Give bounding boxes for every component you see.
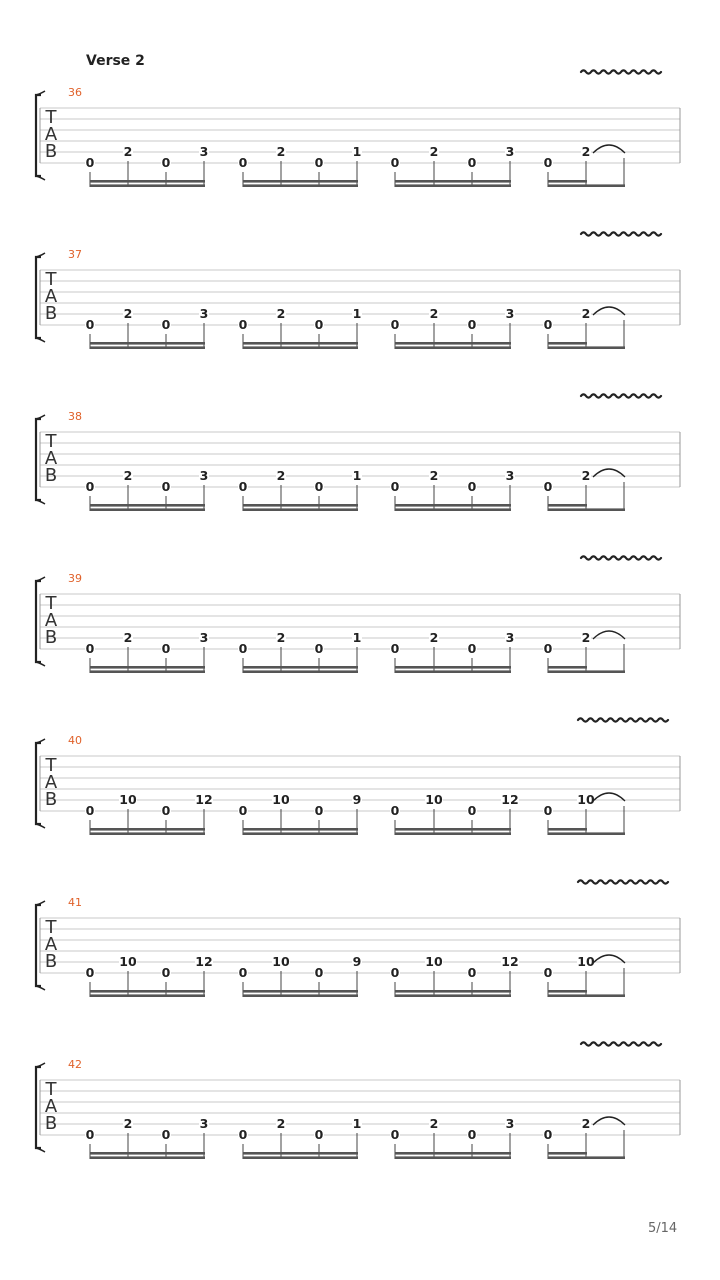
fret-number: 0 — [238, 1127, 248, 1142]
fret-number: 2 — [429, 468, 439, 483]
fret-number: 10 — [119, 792, 137, 807]
beam-primary — [395, 1152, 511, 1155]
fret-number: 0 — [85, 479, 95, 494]
tab-clef-letter: B — [44, 627, 58, 648]
beam-primary — [90, 990, 205, 993]
fret-number: 12 — [195, 954, 213, 969]
fret-number: 0 — [390, 155, 400, 170]
fret-number: 9 — [352, 792, 362, 807]
fret-number: 0 — [390, 803, 400, 818]
beam-primary — [548, 828, 587, 831]
tab-clef-letter: A — [44, 1096, 58, 1117]
tab-system — [36, 232, 680, 349]
measure-number: 40 — [68, 734, 82, 747]
beam-primary — [90, 666, 205, 669]
tab-clef-letter: B — [44, 465, 58, 486]
beam-secondary — [395, 832, 511, 835]
fret-number: 2 — [581, 468, 591, 483]
fret-number: 0 — [390, 641, 400, 656]
fret-number: 3 — [199, 1116, 209, 1131]
beam-secondary — [243, 184, 358, 187]
fret-number: 0 — [467, 965, 477, 980]
fret-number: 2 — [276, 306, 286, 321]
beam-secondary — [548, 508, 625, 511]
tab-clef-letter: T — [45, 431, 57, 452]
beam-primary — [90, 180, 205, 183]
fret-number: 0 — [467, 641, 477, 656]
fret-number: 2 — [276, 144, 286, 159]
fret-number: 2 — [429, 630, 439, 645]
fret-number: 2 — [581, 630, 591, 645]
fret-number: 0 — [467, 1127, 477, 1142]
fret-number: 0 — [238, 155, 248, 170]
fret-number: 0 — [85, 641, 95, 656]
fret-number: 3 — [505, 1116, 515, 1131]
fret-number: 0 — [314, 1127, 324, 1142]
tab-clef-letter: A — [44, 934, 58, 955]
beam-primary — [548, 1152, 587, 1155]
tab-system — [36, 880, 680, 997]
beam-primary — [243, 666, 358, 669]
vibrato-mark — [581, 232, 661, 235]
fret-number: 0 — [161, 155, 171, 170]
beam-primary — [395, 342, 511, 345]
tab-system — [36, 70, 680, 187]
beam-primary — [243, 1152, 358, 1155]
fret-number: 2 — [276, 1116, 286, 1131]
fret-number: 2 — [581, 1116, 591, 1131]
fret-number: 0 — [543, 155, 553, 170]
tab-clef-letter: T — [45, 1079, 57, 1100]
beam-secondary — [548, 670, 625, 673]
beam-secondary — [243, 508, 358, 511]
fret-number: 10 — [577, 954, 595, 969]
beam-primary — [243, 990, 358, 993]
fret-number: 0 — [238, 317, 248, 332]
beam-primary — [395, 504, 511, 507]
beam-secondary — [90, 670, 205, 673]
vibrato-mark — [581, 70, 661, 73]
fret-number: 0 — [543, 641, 553, 656]
beam-secondary — [548, 994, 625, 997]
fret-number: 0 — [85, 1127, 95, 1142]
beam-secondary — [90, 508, 205, 511]
beam-primary — [395, 990, 511, 993]
fret-number: 0 — [85, 155, 95, 170]
tab-clef-letter: T — [45, 593, 57, 614]
beam-primary — [548, 504, 587, 507]
beam-primary — [90, 1152, 205, 1155]
fret-number: 0 — [238, 641, 248, 656]
fret-number: 2 — [123, 306, 133, 321]
fret-number: 0 — [467, 317, 477, 332]
fret-number: 12 — [195, 792, 213, 807]
fret-number: 0 — [161, 479, 171, 494]
fret-number: 0 — [85, 317, 95, 332]
beam-primary — [243, 828, 358, 831]
fret-number: 0 — [543, 479, 553, 494]
fret-number: 0 — [161, 317, 171, 332]
tab-clef-letter: A — [44, 124, 58, 145]
fret-number: 10 — [425, 792, 443, 807]
fret-number: 0 — [314, 317, 324, 332]
beam-primary — [395, 666, 511, 669]
fret-number: 0 — [467, 479, 477, 494]
tab-clef-letter: B — [44, 303, 58, 324]
fret-number: 0 — [467, 803, 477, 818]
beam-primary — [395, 828, 511, 831]
fret-number: 2 — [581, 306, 591, 321]
beam-secondary — [548, 1156, 625, 1159]
beam-secondary — [243, 832, 358, 835]
fret-number: 2 — [581, 144, 591, 159]
fret-number: 3 — [505, 144, 515, 159]
beam-secondary — [548, 184, 625, 187]
fret-number: 0 — [238, 479, 248, 494]
fret-number: 2 — [123, 468, 133, 483]
fret-number: 2 — [276, 468, 286, 483]
fret-number: 1 — [352, 306, 362, 321]
tab-system — [36, 556, 680, 673]
fret-number: 0 — [238, 803, 248, 818]
beam-primary — [548, 666, 587, 669]
fret-number: 1 — [352, 144, 362, 159]
tab-clef-letter: B — [44, 789, 58, 810]
tab-clef-letter: B — [44, 951, 58, 972]
fret-number: 0 — [161, 1127, 171, 1142]
beam-secondary — [395, 994, 511, 997]
tab-clef-letter: T — [45, 107, 57, 128]
beam-primary — [243, 342, 358, 345]
tab-clef-letter: T — [45, 755, 57, 776]
beam-secondary — [243, 670, 358, 673]
beam-primary — [90, 828, 205, 831]
beam-secondary — [395, 1156, 511, 1159]
fret-number: 0 — [161, 803, 171, 818]
fret-number: 3 — [505, 630, 515, 645]
fret-number: 1 — [352, 468, 362, 483]
tab-clef-letter: B — [44, 141, 58, 162]
fret-number: 0 — [390, 1127, 400, 1142]
fret-number: 0 — [161, 641, 171, 656]
fret-number: 2 — [123, 144, 133, 159]
fret-number: 0 — [390, 317, 400, 332]
fret-number: 0 — [161, 965, 171, 980]
fret-number: 10 — [577, 792, 595, 807]
beam-secondary — [395, 346, 511, 349]
tab-clef-letter: A — [44, 772, 58, 793]
fret-number: 2 — [429, 1116, 439, 1131]
fret-number: 0 — [543, 803, 553, 818]
fret-number: 0 — [314, 803, 324, 818]
fret-number: 0 — [314, 965, 324, 980]
fret-number: 0 — [467, 155, 477, 170]
beam-secondary — [90, 832, 205, 835]
fret-number: 3 — [505, 468, 515, 483]
fret-number: 12 — [501, 792, 519, 807]
beam-secondary — [395, 184, 511, 187]
fret-number: 3 — [505, 306, 515, 321]
tab-clef-letter: B — [44, 1113, 58, 1134]
beam-secondary — [548, 346, 625, 349]
beam-secondary — [243, 994, 358, 997]
fret-number: 0 — [85, 965, 95, 980]
fret-number: 0 — [543, 965, 553, 980]
section-title: Verse 2 — [86, 53, 145, 69]
measure-number: 36 — [68, 86, 82, 99]
fret-number: 2 — [429, 306, 439, 321]
fret-number: 1 — [352, 1116, 362, 1131]
tab-system — [36, 394, 680, 511]
beam-primary — [548, 180, 587, 183]
tab-clef-letter: A — [44, 610, 58, 631]
measure-number: 37 — [68, 248, 82, 261]
vibrato-mark — [581, 394, 661, 397]
fret-number: 2 — [276, 630, 286, 645]
fret-number: 0 — [314, 479, 324, 494]
vibrato-mark — [578, 880, 668, 883]
fret-number: 2 — [123, 630, 133, 645]
fret-number: 3 — [199, 468, 209, 483]
tab-clef-letter: T — [45, 269, 57, 290]
vibrato-mark — [578, 718, 668, 721]
beam-secondary — [90, 346, 205, 349]
beam-primary — [548, 342, 587, 345]
beam-secondary — [90, 184, 205, 187]
beam-primary — [548, 990, 587, 993]
tab-clef-letter: T — [45, 917, 57, 938]
fret-number: 10 — [425, 954, 443, 969]
fret-number: 3 — [199, 630, 209, 645]
tab-clef-letter: A — [44, 286, 58, 307]
fret-number: 9 — [352, 954, 362, 969]
fret-number: 0 — [85, 803, 95, 818]
vibrato-mark — [581, 1042, 661, 1045]
beam-secondary — [243, 1156, 358, 1159]
beam-primary — [243, 504, 358, 507]
fret-number: 0 — [543, 1127, 553, 1142]
beam-primary — [90, 342, 205, 345]
fret-number: 10 — [272, 954, 290, 969]
fret-number: 0 — [390, 479, 400, 494]
fret-number: 12 — [501, 954, 519, 969]
tab-clef-letter: A — [44, 448, 58, 469]
fret-number: 0 — [390, 965, 400, 980]
beam-primary — [90, 504, 205, 507]
page-number: 5/14 — [648, 1221, 678, 1236]
fret-number: 0 — [238, 965, 248, 980]
beam-secondary — [548, 832, 625, 835]
beam-secondary — [243, 346, 358, 349]
fret-number: 0 — [314, 155, 324, 170]
fret-number: 3 — [199, 306, 209, 321]
fret-number: 2 — [123, 1116, 133, 1131]
fret-number: 1 — [352, 630, 362, 645]
measure-number: 38 — [68, 410, 82, 423]
fret-number: 0 — [543, 317, 553, 332]
measure-number: 41 — [68, 896, 82, 909]
fret-number: 2 — [429, 144, 439, 159]
fret-number: 10 — [119, 954, 137, 969]
beam-primary — [395, 180, 511, 183]
fret-number: 0 — [314, 641, 324, 656]
beam-primary — [243, 180, 358, 183]
measure-number: 42 — [68, 1058, 82, 1071]
beam-secondary — [395, 508, 511, 511]
tab-system — [36, 1042, 680, 1159]
measure-number: 39 — [68, 572, 82, 585]
vibrato-mark — [581, 556, 661, 559]
beam-secondary — [395, 670, 511, 673]
beam-secondary — [90, 994, 205, 997]
tab-system — [36, 718, 680, 835]
beam-secondary — [90, 1156, 205, 1159]
fret-number: 3 — [199, 144, 209, 159]
fret-number: 10 — [272, 792, 290, 807]
